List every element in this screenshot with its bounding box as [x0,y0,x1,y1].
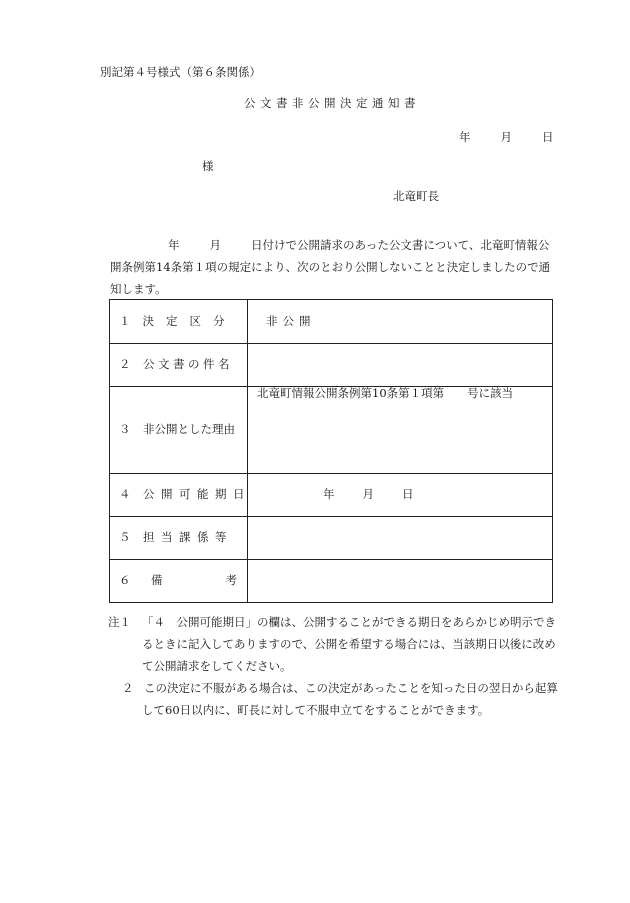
recipient-suffix: 様 [202,159,214,173]
row-label-department: ５ 担当課係等 [110,517,248,560]
decision-type-value: 非公開 [248,300,553,344]
date-month: 月 [500,130,512,144]
list-item [108,611,558,677]
note-number: 注１ [108,615,131,629]
note-text: 「４ 公開可能期日」の欄は、公開することができる期日をあらかじめ明示できるときに記入してありますので、公開を希望する場合には、当該期日以後に改めて公開請求をしてください。 [142,615,556,673]
table-row [110,387,553,474]
row-label-nondisclosure-reason: ３ 非公開とした理由 [110,387,248,474]
body-month: 月 [209,238,221,252]
decision-table [109,299,553,603]
note-number: ２ [122,681,134,695]
body-year: 年 [168,238,180,252]
row-label-disclosure-date: ４ 公開可能期日 [110,474,248,517]
list-item [108,677,558,721]
disclosure-date-value: 年 月 日 [248,474,553,517]
row-label-document-name: ２ 公文書の件名 [110,344,248,387]
document-name-value [248,344,553,387]
document-title: 公文書非公開決定通知書 [244,96,420,110]
notice-body [110,234,556,300]
nondisclosure-reason-value: 北竜町情報公開条例第10条第１項第 号に該当 [248,387,553,474]
department-value [248,517,553,560]
date-day: 日 [542,130,554,144]
row-label-remarks: ６ 備 考 [110,560,248,603]
table-row [110,560,553,603]
remarks-value [248,560,553,603]
date-year: 年 [459,130,471,144]
table-row [110,344,553,387]
table-row [110,474,553,517]
table-row [110,300,553,344]
row-label-decision-type: １決定区分 [110,300,248,344]
body-text: 日付けで公開請求のあった公文書について、北竜町情報公開条例第14条第１項の規定により、次のとおり公開しないことと決定しましたので通知します。 [110,238,551,296]
note-text: この決定に不服がある場合は、この決定があったことを知った日の翌日から起算して60日以内に、町長に対して不服申立てをすることができます。 [142,681,558,717]
form-reference: 別記第４号様式（第６条関係） [100,65,261,79]
issue-date [459,131,554,145]
table-row [110,517,553,560]
notes-section [108,611,558,721]
issuer-name: 北竜町長 [393,189,439,203]
